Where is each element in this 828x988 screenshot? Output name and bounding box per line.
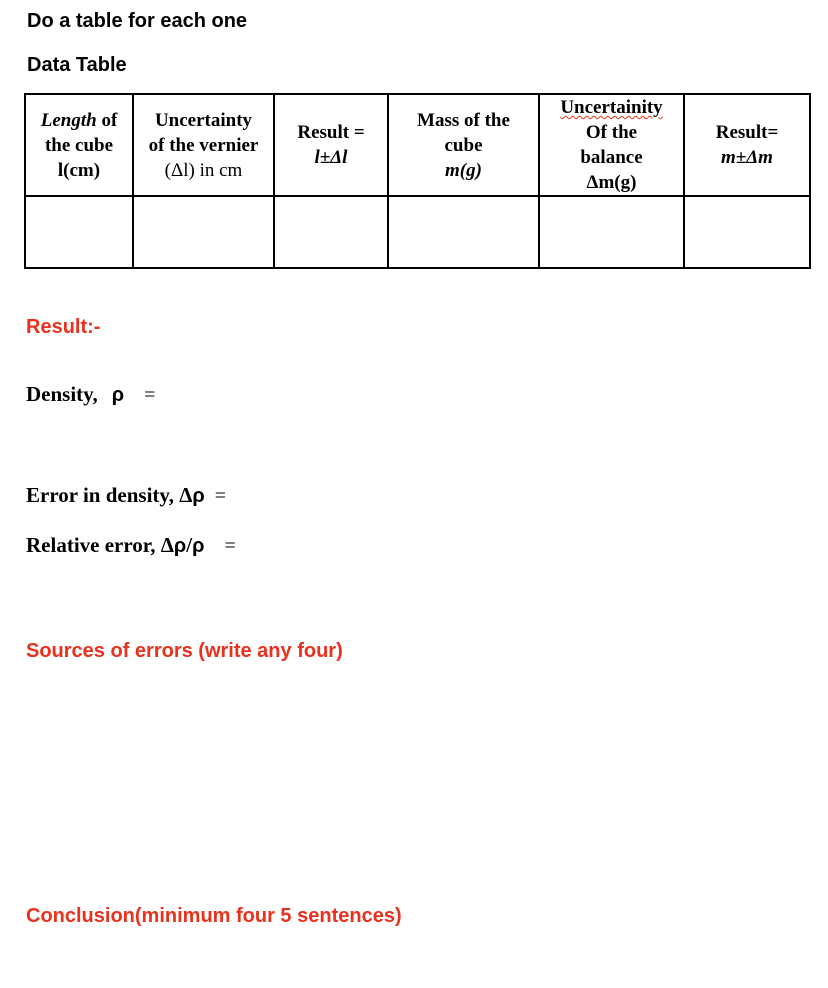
unc-line3: (Δl) in cm	[164, 159, 243, 181]
data-table	[24, 93, 811, 269]
mass-unit: m(g)	[445, 159, 482, 181]
page-heading: Do a table for each one	[27, 10, 248, 32]
table-cell[interactable]	[388, 196, 539, 268]
equals-sign: =	[224, 535, 236, 557]
table-cell[interactable]	[274, 196, 388, 268]
relative-error-label: Relative error, Δ	[26, 533, 174, 557]
unc-line2: of the vernier	[148, 134, 259, 156]
header-result-mass	[684, 94, 810, 196]
result-heading: Result:-	[26, 316, 101, 338]
header-uncertainty-vernier	[133, 94, 274, 196]
mass-line2: cube	[444, 134, 483, 156]
length-of: of	[96, 109, 118, 131]
header-result-length	[274, 94, 388, 196]
mass-line1: Mass of the	[417, 109, 510, 131]
result-m-line1: Result=	[715, 122, 779, 143]
result-l-line1: Result =	[297, 122, 365, 143]
sources-heading: Sources of errors (write any four)	[26, 640, 343, 662]
table-header-row	[25, 94, 810, 196]
equals-sign: =	[144, 384, 156, 406]
density-label: Density,	[26, 382, 98, 406]
slash: /	[186, 533, 193, 557]
result-m-formula: m±Δm	[721, 147, 773, 168]
relative-error-line	[26, 533, 236, 558]
length-word: Length	[40, 109, 97, 131]
unc-bal-line2: Of the	[585, 122, 638, 143]
length-unit: l(cm)	[57, 159, 101, 181]
error-density-line	[26, 483, 226, 508]
rho-symbol: ρ	[192, 535, 205, 557]
equals-sign: =	[214, 485, 227, 507]
table-cell[interactable]	[25, 196, 133, 268]
table-cell[interactable]	[684, 196, 810, 268]
table-row	[25, 196, 810, 268]
header-length	[25, 94, 133, 196]
length-line2: the cube	[44, 134, 114, 156]
unc-bal-line3: balance	[580, 147, 643, 168]
table-cell[interactable]	[133, 196, 274, 268]
unc-bal-line1: Uncertainity	[560, 97, 663, 118]
result-l-formula: l±Δl	[314, 147, 348, 168]
rho-symbol: ρ	[192, 485, 205, 507]
header-mass	[388, 94, 539, 196]
error-density-label: Error in density, Δ	[26, 483, 193, 507]
unc-bal-unit: Δm(g)	[586, 172, 637, 193]
header-uncertainty-balance	[539, 94, 684, 196]
rho-symbol: ρ	[111, 384, 125, 406]
table-cell[interactable]	[539, 196, 684, 268]
rho-symbol: ρ	[173, 535, 187, 557]
conclusion-heading: Conclusion(minimum four 5 sentences)	[26, 905, 402, 927]
density-line	[26, 382, 155, 407]
unc-line1: Uncertainty	[154, 109, 253, 131]
table-title: Data Table	[27, 54, 127, 76]
